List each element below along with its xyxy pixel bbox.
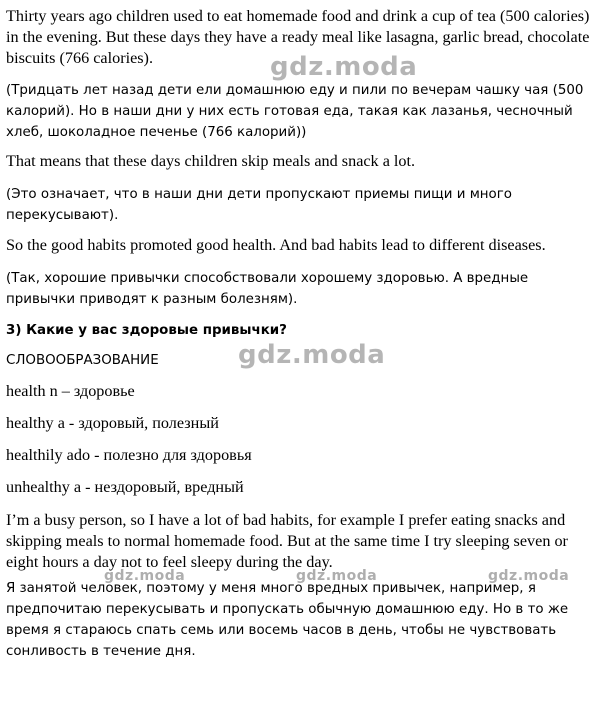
- paragraph-russian-3: (Так, хорошие привычки способствовали хорошему здоровью. А вредные привычки приводят к разным болезням).: [6, 271, 529, 307]
- paragraph-russian-2: (Это означает, что в наши дни дети пропускают приемы пищи и много перекусывают).: [6, 187, 512, 223]
- paragraph-english-3: So the good habits promoted good health. And bad habits lead to different diseases.: [6, 236, 546, 254]
- watermark-gdz-moda: gdz.moda: [488, 568, 570, 584]
- watermark-gdz-moda: gdz.moda: [104, 568, 186, 584]
- word-formation-item: unhealthy a - нездоровый, вредный: [6, 478, 244, 496]
- watermark-gdz-moda: gdz.moda: [296, 568, 378, 584]
- paragraph-english-4: I’m a busy person, so I have a lot of bad habits, for example I prefer eating snacks and skipping meals to normal homemade food. But at the same time I try sleeping seven or eight hours a day not to feel sleepy during the day.: [6, 511, 568, 571]
- word-formation-item: healthy a - здоровый, полезный: [6, 414, 219, 432]
- paragraph-english-1: Thirty years ago children used to eat homemade food and drink a cup of tea (500 calories) in the evening. But these days they have a ready meal like lasagna, garlic bread, chocolate biscuits (766 calories).: [6, 7, 590, 67]
- watermark-gdz-moda: gdz.moda: [270, 52, 418, 82]
- paragraph-english-2: That means that these days children skip meals and snack a lot.: [6, 152, 416, 170]
- word-formation-title: СЛОВООБРАЗОВАНИЕ: [6, 353, 159, 368]
- paragraph-russian-1: (Тридцать лет назад дети ели домашнюю еду и пили по вечерам чашку чая (500 калорий). Но в наши дни у них есть готовая еда, такая как лазанья, чесночный хлеб, шоколадное печенье (766 калорий)): [6, 83, 584, 140]
- word-formation-item: healthily ado - полезно для здоровья: [6, 446, 252, 464]
- watermark-gdz-moda: gdz.moda: [238, 340, 386, 370]
- word-formation-item: health n – здоровье: [6, 382, 135, 400]
- section-heading: 3) Какие у вас здоровые привычки?: [6, 323, 287, 338]
- paragraph-russian-4: Я занятой человек, поэтому у меня много вредных привычек, например, я предпочитаю перекусывать и пропускать обычную домашнюю еду. Но в то же время я стараюсь спать семь или восемь часов в день, чтобы не чувствовать сонливость в течение дня.: [6, 581, 569, 659]
